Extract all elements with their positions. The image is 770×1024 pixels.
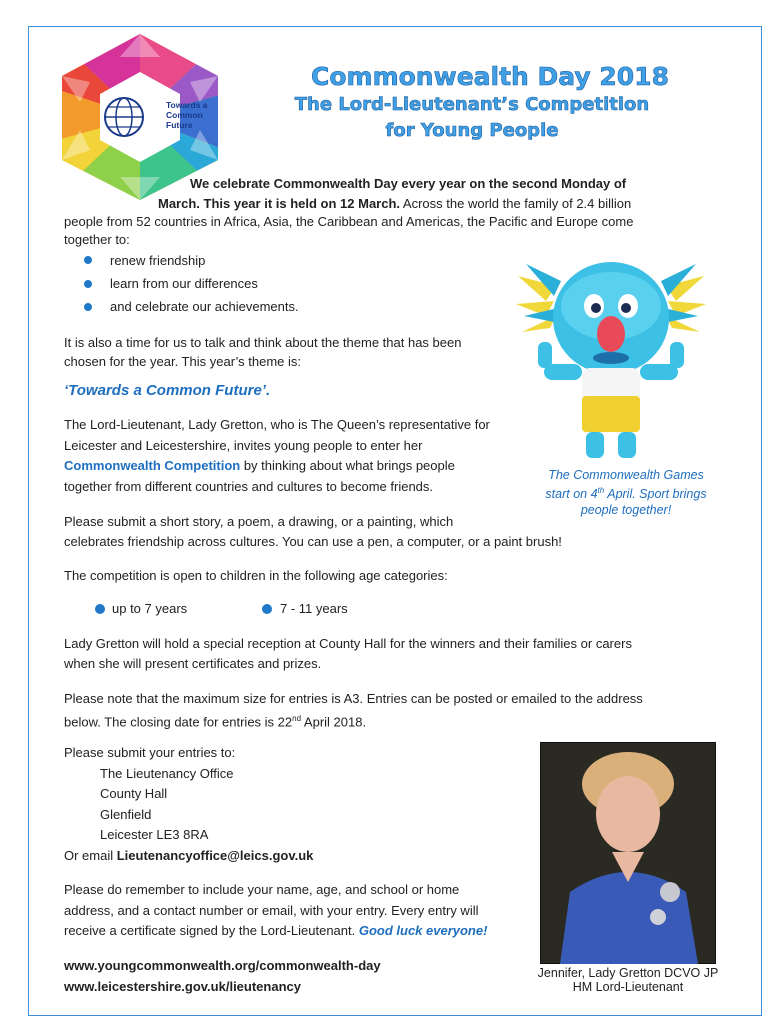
bullet-dot: [84, 256, 92, 264]
logo-text-3: Future: [166, 120, 193, 130]
age-bullet: [95, 604, 105, 614]
bullet-item-1: renew friendship: [110, 253, 206, 268]
bullet-dot: [84, 303, 92, 311]
mascot-caption: The Commonwealth Games start on 4th April. Sport brings people together!: [545, 468, 707, 518]
address-line-2: County Hall: [100, 786, 168, 801]
reception-line-2: when she will present certificates and prizes.: [64, 656, 322, 671]
ages-intro: The competition is open to children in the following age categories:: [64, 568, 448, 583]
note-line-1: Please note that the maximum size for entries is A3. Entries can be posted or emailed to the address: [64, 691, 643, 706]
reception-line-1: Lady Gretton will hold a special reception at County Hall for the winners and their families or carers: [64, 636, 632, 651]
theme-intro-1: It is also a time for us to talk and think about the theme that has been: [64, 335, 462, 350]
website-link-2[interactable]: www.leicestershire.gov.uk/lieutenancy: [64, 979, 301, 994]
intro-line-3: people from 52 countries in Africa, Asia, the Caribbean and Americas, the Pacific and Europe come: [64, 214, 634, 229]
remember-line-3: receive a certificate signed by the Lord-Lieutenant. Good luck everyone!: [64, 923, 488, 938]
portrait-photo: [540, 742, 716, 964]
age-category-1: up to 7 years: [112, 601, 188, 616]
bullet-dot: [84, 280, 92, 288]
invite-line-2: Leicester and Leicestershire, invites young people to enter her: [64, 438, 423, 453]
website-link-1[interactable]: www.youngcommonwealth.org/commonwealth-day: [64, 958, 381, 973]
invite-line-1: The Lord-Lieutenant, Lady Gretton, who is The Queen’s representative for: [64, 417, 490, 432]
address-line-1: The Lieutenancy Office: [100, 766, 234, 781]
photo-caption: Jennifer, Lady Gretton DCVO JP HM Lord-Lieutenant: [537, 966, 719, 994]
theme-heading: ‘Towards a Common Future’.: [64, 382, 271, 399]
bullet-item-2: learn from our differences: [110, 276, 258, 291]
logo-text-2: Common: [166, 110, 203, 120]
page-title: Commonwealth Day 2018: [311, 62, 669, 91]
page-subtitle-1: The Lord-Lieutenant’s Competition: [294, 94, 650, 115]
theme-intro-2: chosen for the year. This year’s theme is:: [64, 354, 302, 369]
intro-line-2: March. This year it is held on 12 March. Across the world the family of 2.4 billion: [158, 196, 632, 211]
remember-line-1: Please do remember to include your name, age, and school or home: [64, 882, 460, 897]
invite-line-3: Commonwealth Competition by thinking about what brings people: [64, 458, 455, 473]
submit-line-1: Please submit a short story, a poem, a drawing, or a painting, which: [64, 514, 454, 529]
intro-line-1: We celebrate Commonwealth Day every year on the second Monday of: [190, 176, 627, 191]
address-intro: Please submit your entries to:: [64, 745, 236, 760]
bullet-item-3: and celebrate our achievements.: [110, 299, 299, 314]
email-line: Or email Lieutenancyoffice@leics.gov.uk: [64, 848, 314, 863]
intro-line-4: together to:: [64, 232, 130, 247]
mascot-illustration: [516, 246, 706, 464]
remember-line-2: address, and a contact number or email, with your entry. Every entry will: [64, 903, 479, 918]
note-line-2: below. The closing date for entries is 22nd April 2018.: [64, 714, 367, 730]
email-link[interactable]: Lieutenancyoffice@leics.gov.uk: [116, 848, 314, 863]
submit-line-2: celebrates friendship across cultures. You can use a pen, a computer, or a paint brush!: [64, 534, 562, 549]
invite-line-4: together from different countries and cultures to become friends.: [64, 479, 434, 494]
page-subtitle-2: for Young People: [385, 120, 559, 141]
logo-text-1: Towards a: [166, 100, 208, 110]
age-bullet: [262, 604, 272, 614]
age-category-2: 7 - 11 years: [280, 601, 348, 616]
address-line-3: Glenfield: [100, 807, 152, 822]
address-line-4: Leicester LE3 8RA: [100, 827, 209, 842]
competition-link[interactable]: Commonwealth Competition: [64, 458, 241, 473]
